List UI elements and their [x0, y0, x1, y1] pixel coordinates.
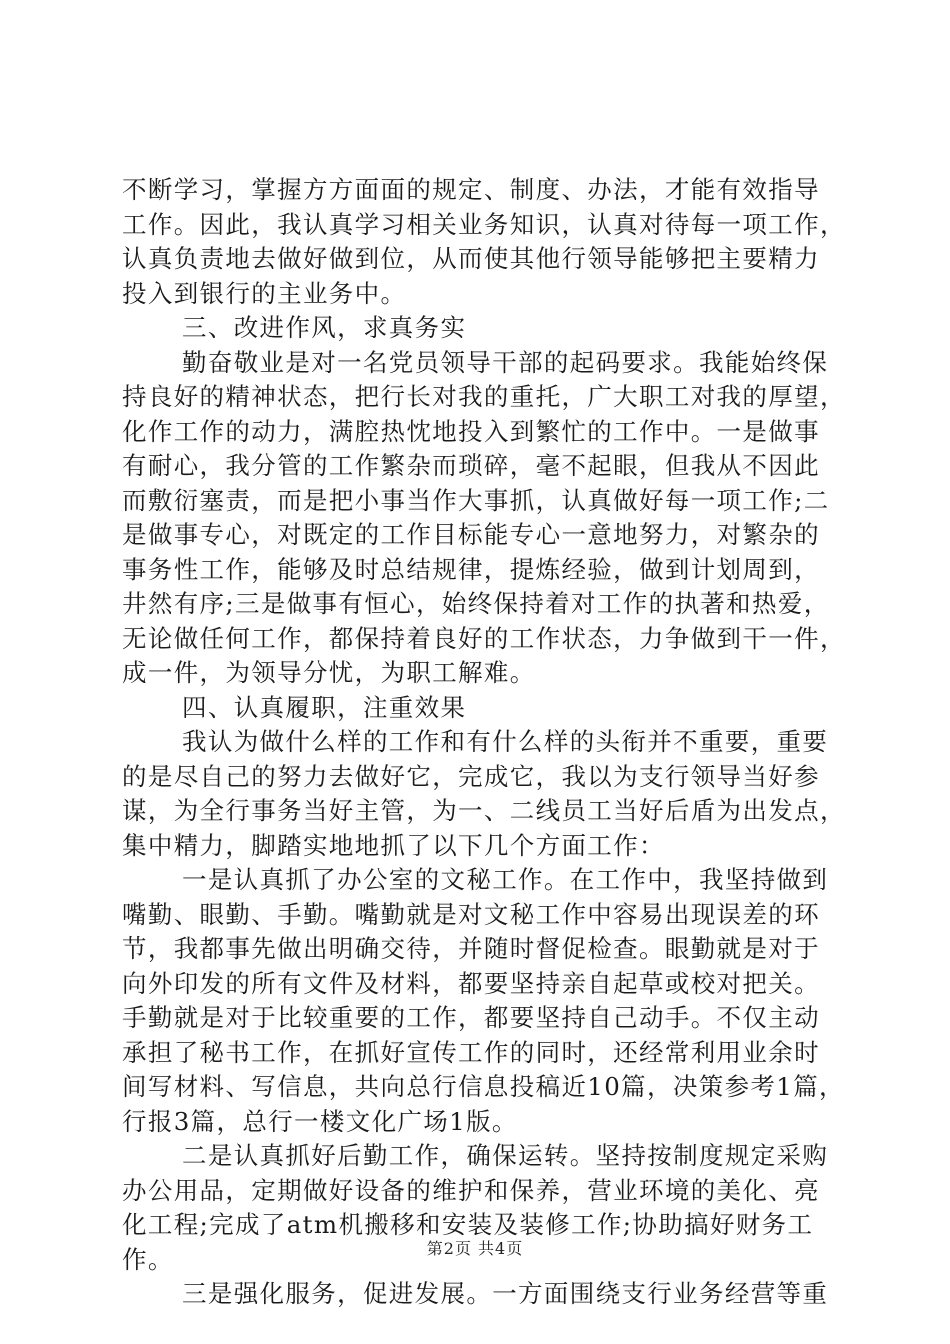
- text-line: 我认为做什么样的工作和有什么样的头衔并不重要，重要: [182, 727, 829, 756]
- text-line: 三是强化服务，促进发展。一方面围绕支行业务经营等重: [182, 1279, 829, 1308]
- text-line: 有耐心，我分管的工作繁杂而琐碎，毫不起眼，但我从不因此: [122, 451, 820, 480]
- text-line: 节，我都事先做出明确交待，并随时督促检查。眼勤就是对于: [122, 934, 820, 963]
- text-line: 间写材料、写信息，共向总行信息投稿近10篇，决策参考1篇，: [122, 1072, 845, 1101]
- text-line: 不断学习，掌握方方面面的规定、制度、办法，才能有效指导: [122, 175, 820, 204]
- text-line: 而敷衍塞责，而是把小事当作大事抓，认真做好每一项工作;二: [122, 485, 830, 515]
- text-line: 二是认真抓好后勤工作，确保运转。坚持按制度规定采购: [182, 1141, 829, 1170]
- text-line: 作。: [122, 1244, 174, 1274]
- text-line: 井然有序;三是做事有恒心，始终保持着对工作的执著和热爱，: [122, 589, 830, 618]
- text-line: 集中精力，脚踏实地地抓了以下几个方面工作：: [122, 830, 665, 860]
- text-line: 嘴勤、眼勤、手勤。嘴勤就是对文秘工作中容易出现误差的环: [122, 899, 820, 929]
- text-line: 持良好的精神状态，把行长对我的重托，广大职工对我的厚望，: [122, 382, 846, 411]
- text-line: 谋，为全行事务当好主管，为一、二线员工当好后盾为出发点，: [122, 796, 846, 825]
- text-line: 四、认真履职，注重效果: [182, 692, 467, 722]
- text-line: 手勤就是对于比较重要的工作，都要坚持自己动手。不仅主动: [122, 1003, 820, 1032]
- text-line: 成一件，为领导分忧，为职工解难。: [122, 658, 536, 687]
- text-line: 无论做任何工作，都保持着良好的工作状态，力争做到干一件，: [122, 623, 846, 653]
- text-line: 勤奋敬业是对一名党员领导干部的起码要求。我能始终保: [182, 347, 829, 377]
- text-line: 办公用品，定期做好设备的维护和保养，营业环境的美化、亮: [122, 1175, 820, 1205]
- text-line: 认真负责地去做好做到位，从而使其他行领导能够把主要精力: [122, 244, 820, 273]
- text-line: 承担了秘书工作，在抓好宣传工作的同时，还经常利用业余时: [122, 1037, 820, 1067]
- text-line: 的是尽自己的努力去做好它，完成它，我以为支行领导当好参: [122, 761, 820, 791]
- text-line: 化工程;完成了atm机搬移和安装及装修工作;协助搞好财务工: [122, 1210, 814, 1239]
- text-line: 三、改进作风，求真务实: [182, 313, 467, 342]
- text-line: 一是认真抓了办公室的文秘工作。在工作中，我坚持做到: [182, 865, 829, 894]
- text-line: 向外印发的所有文件及材料，都要坚持亲自起草或校对把关。: [122, 968, 820, 998]
- page-footer: 第2页 共4页: [426, 1239, 524, 1258]
- text-line: 行报3篇，总行一楼文化广场1版。: [122, 1106, 518, 1136]
- text-line: 是做事专心，对既定的工作目标能专心一意地努力，对繁杂的: [122, 520, 820, 549]
- body-text: [122, 173, 846, 1312]
- text-line: 工作。因此，我认真学习相关业务知识，认真对待每一项工作，: [122, 209, 846, 239]
- text-line: 事务性工作，能够及时总结规律，提炼经验，做到计划周到，: [122, 554, 820, 584]
- text-line: 化作工作的动力，满腔热忱地投入到繁忙的工作中。一是做事: [122, 416, 820, 446]
- text-line: 投入到银行的主业务中。: [122, 278, 407, 308]
